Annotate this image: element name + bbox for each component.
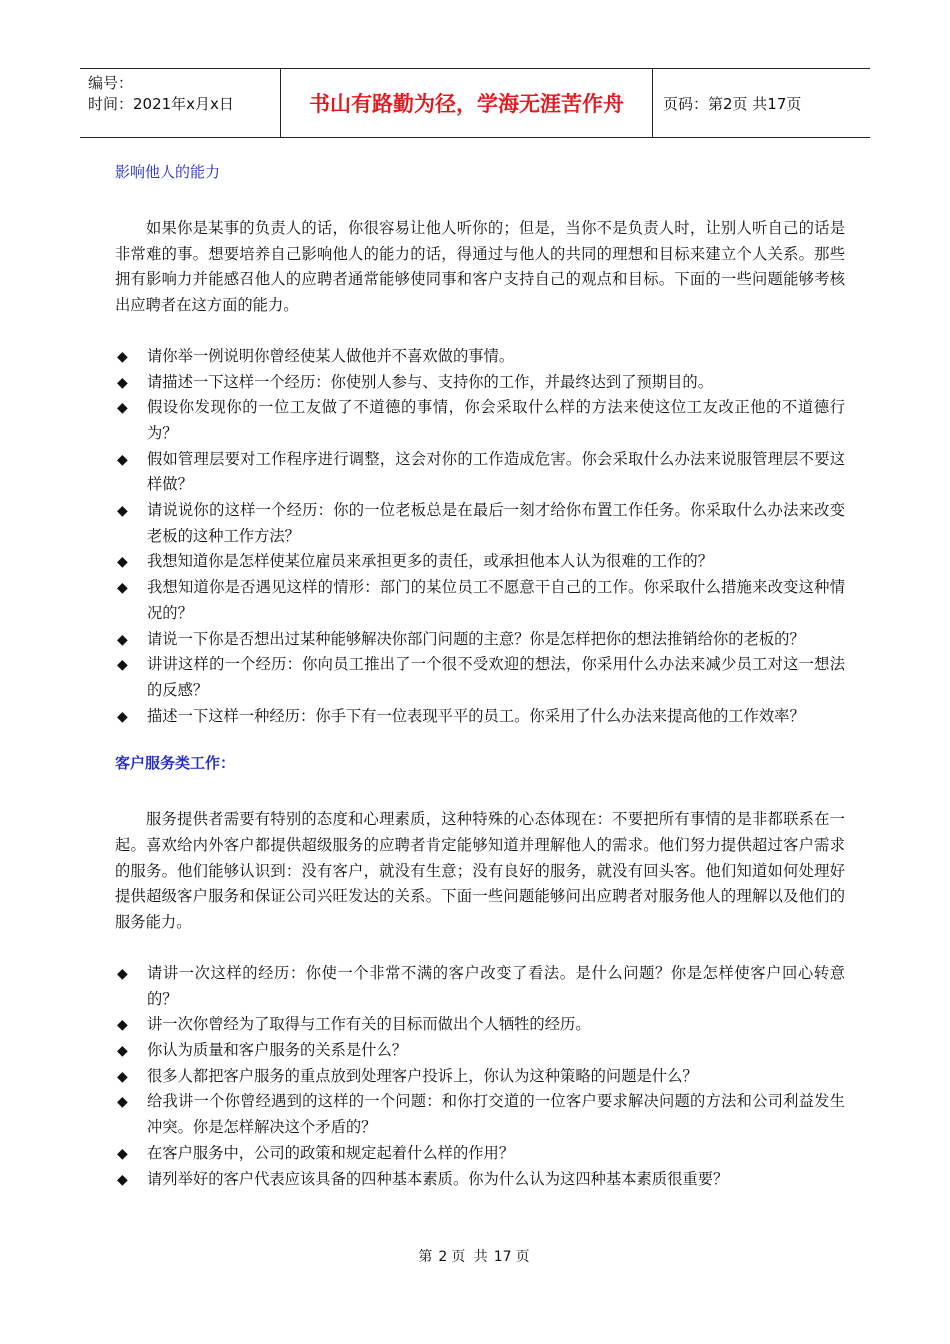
question-item <box>115 1038 845 1064</box>
question-item <box>115 1141 845 1167</box>
question-list-influence <box>115 344 845 730</box>
bullet-diamond-icon: ◆ <box>117 1145 128 1162</box>
question-text: 假如管理层要对工作程序进行调整，这会对你的工作造成危害。你会采取什么办法来说服管理层不要这样做？ <box>147 449 845 494</box>
bullet-diamond-icon: ◆ <box>117 708 128 725</box>
question-text: 假设你发现你的一位工友做了不道德的事情，你会采取什么样的方法来使这位工友改正他的不道德行为？ <box>147 398 845 442</box>
section-paragraph-influence: 如果你是某事的负责人的话，你很容易让他人听你的；但是，当你不是负责人时，让别人听自己的话是非常难的事。想要培养自己影响他人的能力的话，得通过与他人的共同的理想和目标来建立个人关系。那些拥有影响力并能感召他人的应聘者通常能够使同事和客户支持自己的观点和目标。下面的一些问题能够考核出应聘者在这方面的能力。 <box>115 219 845 315</box>
bullet-diamond-icon: ◆ <box>117 1068 128 1085</box>
question-text: 请列举好的客户代表应该具备的四种基本素质。你为什么认为这四种基本素质很重要？ <box>147 1169 729 1188</box>
document-body <box>115 150 845 1192</box>
question-text: 讲讲这样的一个经历：你向员工推出了一个很不受欢迎的想法，你采用什么办法来减少员工对这一想法的反感？ <box>147 655 845 699</box>
bullet-diamond-icon: ◆ <box>117 1171 128 1188</box>
section-title-customer-service: 客户服务类工作： <box>115 754 236 773</box>
header-meta-cell <box>80 69 281 137</box>
question-item <box>115 1012 845 1038</box>
question-text: 我想知道你是否遇见这样的情形：部门的某位员工不愿意干自己的工作。你采取什么措施来改变这种情况的？ <box>147 578 845 622</box>
question-item <box>115 395 845 446</box>
question-text: 描述一下这样一种经历：你手下有一位表现平平的员工。你采用了什么办法来提高他的工作效率？ <box>147 706 805 725</box>
bullet-diamond-icon: ◆ <box>117 451 128 468</box>
question-text: 讲一次你曾经为了取得与工作有关的目标而做出个人牺牲的经历。 <box>147 1015 591 1034</box>
footer-middle: 页 共 <box>451 1249 490 1265</box>
page-footer <box>0 1246 950 1266</box>
footer-page-number: 2 <box>438 1249 448 1265</box>
bullet-diamond-icon: ◆ <box>117 1094 128 1111</box>
bullet-diamond-icon: ◆ <box>117 657 128 674</box>
bullet-diamond-icon: ◆ <box>117 1042 128 1059</box>
section-paragraph-customer-service: 服务提供者需要有特别的态度和心理素质，这种特殊的心态体现在：不要把所有事情的是非都联系在一起。喜欢给内外客户都提供超级服务的应聘者肯定能够知道并理解他人的需求。他们努力提供超过客户需求的服务。他们能够认识到：没有客户，就没有生意；没有良好的服务，就没有回头客。他们知道如何处理好提供超级客户服务和保证公司兴旺发达的关系。下面一些问题能够问出应聘者对服务他人的理解以及他们的服务能力。 <box>115 810 845 932</box>
bullet-diamond-icon: ◆ <box>117 503 128 520</box>
document-date-label: 时间：2021年x月x日 <box>88 95 234 113</box>
question-text: 你认为质量和客户服务的关系是什么？ <box>147 1040 408 1059</box>
question-item <box>115 447 845 498</box>
question-item <box>115 575 845 626</box>
bullet-diamond-icon: ◆ <box>117 965 128 982</box>
bullet-diamond-icon: ◆ <box>117 580 128 597</box>
question-item <box>115 627 845 653</box>
question-text: 在客户服务中，公司的政策和规定起着什么样的作用？ <box>147 1143 515 1162</box>
footer-prefix: 第 <box>418 1249 435 1265</box>
question-item <box>115 704 845 730</box>
question-text: 请描述一下这样一个经历：你使别人参与、支持你的工作，并最终达到了预期目的。 <box>147 372 713 391</box>
question-list-customer-service <box>115 961 845 1192</box>
question-text: 我想知道你是怎样使某位雇员来承担更多的责任，或承担他本人认为很难的工作的？ <box>147 552 713 571</box>
question-item <box>115 652 845 703</box>
question-item <box>115 344 845 370</box>
question-item <box>115 1089 845 1140</box>
question-item <box>115 498 845 549</box>
question-item <box>115 370 845 396</box>
question-text: 请你举一例说明你曾经使某人做他并不喜欢做的事情。 <box>147 346 515 365</box>
bullet-diamond-icon: ◆ <box>117 400 128 417</box>
bullet-diamond-icon: ◆ <box>117 374 128 391</box>
bullet-diamond-icon: ◆ <box>117 554 128 571</box>
footer-suffix: 页 <box>515 1249 532 1265</box>
question-text: 很多人都把客户服务的重点放到处理客户投诉上，你认为这种策略的问题是什么？ <box>147 1066 698 1085</box>
header-motto: 书山有路勤为径，学海无涯苦作舟 <box>281 69 653 137</box>
question-text: 请说说你的这样一个经历：你的一位老板总是在最后一刻才给你布置工作任务。你采取什么办法来改变老板的这种工作方法？ <box>147 501 845 545</box>
question-item <box>115 1064 845 1090</box>
question-text: 给我讲一个你曾经遇到的这样的一个问题：和你打交道的一位客户要求解决问题的方法和公司利益发生冲突。你是怎样解决这个矛盾的？ <box>147 1092 845 1137</box>
bullet-diamond-icon: ◆ <box>117 348 128 365</box>
header-page-label: 页码：第2页 共17页 <box>663 94 802 113</box>
question-item <box>115 1167 845 1193</box>
document-number-label: 编号： <box>88 74 134 92</box>
bullet-diamond-icon: ◆ <box>117 631 128 648</box>
page-header <box>80 68 870 138</box>
footer-total-pages: 17 <box>493 1249 512 1265</box>
question-item <box>115 961 845 1012</box>
question-text: 请讲一次这样的经历：你使一个非常不满的客户改变了看法。是什么问题？你是怎样使客户回心转意的？ <box>147 963 845 1008</box>
question-item <box>115 549 845 575</box>
question-text: 请说一下你是否想出过某种能够解决你部门问题的主意？你是怎样把你的想法推销给你的老板的？ <box>147 629 805 648</box>
bullet-diamond-icon: ◆ <box>117 1017 128 1034</box>
section-title-influence: 影响他人的能力 <box>115 163 221 181</box>
